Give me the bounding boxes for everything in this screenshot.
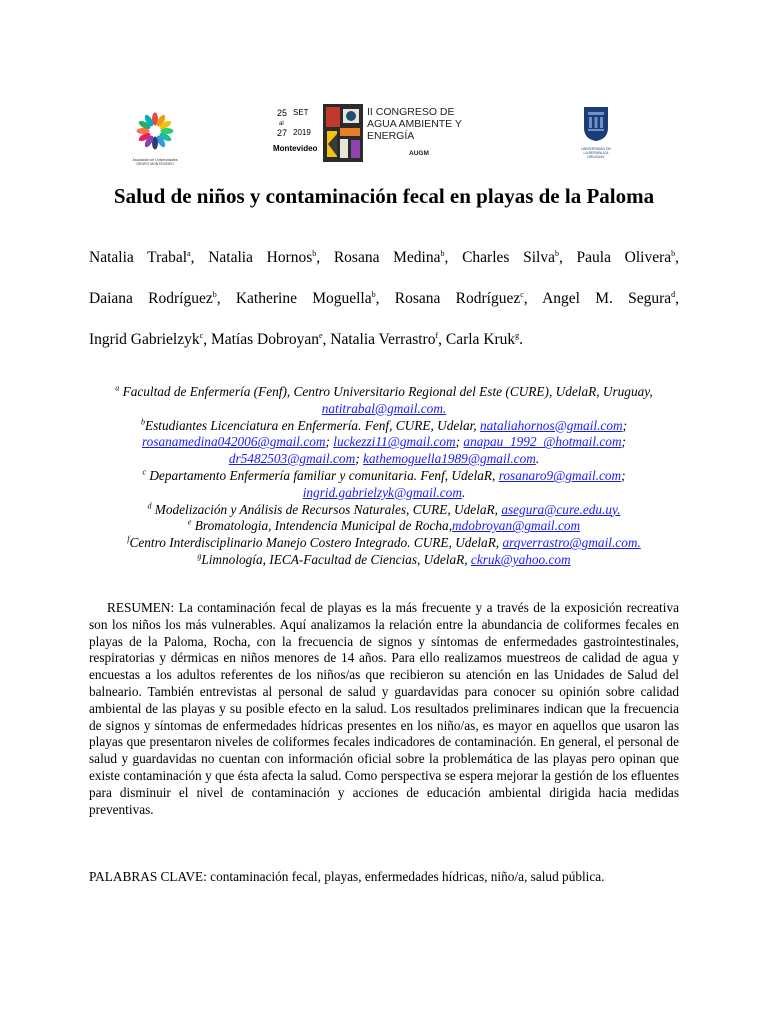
author-name: Rosana Medina: [333, 249, 441, 266]
affiliation-text: Facultad de Enfermería (Fenf), Centro Universitario Regional del Este (CURE), UdelaR, Uruguay,: [119, 384, 653, 399]
augm-logo-caption: Asociación de Universidades GRUPO MONTEVIDEO: [132, 158, 178, 166]
paper-title: Salud de niños y contaminación fecal en playas de la Paloma: [113, 184, 655, 208]
affiliation-text: Modelización y Análisis de Recursos Naturales, CURE, UdelaR,: [151, 501, 502, 517]
affiliation-text: Centro Interdisciplinario Manejo Costero Integrado. CURE, UdelaR,: [129, 535, 503, 551]
author-name: Paula Olivera: [576, 249, 672, 266]
affiliation-mark: f: [127, 534, 130, 544]
email-link[interactable]: rosanamedina042006@gmail.com: [142, 434, 326, 450]
header-logos: [0, 100, 768, 170]
affiliation-text: Estudiantes Licenciatura en Enfermería. Fenf, CURE, Udelar,: [144, 417, 480, 433]
university-crest-logo-icon: [583, 106, 609, 142]
email-link[interactable]: luckezzi11@gmail.com: [333, 434, 456, 450]
author-affiliation-mark: f: [435, 330, 439, 340]
author-affiliation-mark: d: [671, 289, 676, 299]
udelar-logo-caption: UNIVERSIDAD DE LA REPÚBLICA URUGUAY: [581, 147, 611, 159]
author-affiliation-mark: b: [312, 248, 317, 258]
author-affiliation-mark: c: [199, 330, 204, 340]
city: Montevideo: [273, 144, 318, 153]
author-name: Daiana Rodríguez: [89, 290, 213, 307]
author-name: Katherine Moguella: [235, 290, 372, 307]
email-link[interactable]: kathemoguella1989@gmail.com: [362, 451, 536, 467]
congress-dates: [273, 104, 321, 162]
author-name: Matías Dobroyan: [210, 331, 319, 348]
author-name: Natalia Hornos: [208, 249, 313, 266]
email-link[interactable]: rosanaro9@gmail.com: [498, 467, 622, 483]
author-affiliation-mark: b: [554, 248, 559, 258]
author-affiliation-mark: e: [318, 330, 323, 340]
congress-title: [367, 106, 477, 160]
affiliation-mark: a: [115, 383, 120, 393]
congress-title-text: II CONGRESO DE AGUA AMBIENTE Y ENERGÍA: [367, 106, 462, 142]
affiliation-mark: b: [140, 417, 145, 427]
email-link[interactable]: mdobroyan@gmail.com: [452, 518, 581, 534]
udelar-logo: [580, 106, 612, 162]
author-name: Rosana Rodríguez: [394, 290, 521, 307]
keywords: PALABRAS CLAVE: contaminación fecal, playas, enfermedades hídricas, niño/a, salud pública.: [89, 869, 605, 884]
author-name: Natalia Verrastro: [330, 331, 436, 348]
email-link[interactable]: asegura@cure.edu.uy.: [501, 501, 621, 517]
affiliation-mark: e: [187, 517, 192, 527]
affiliations: $^a$ Facultad de Enfermería (Fenf), Centro Universitario Regional del Este (CURE), UdelaR, Uruguay, natitrabal@gmail.com. $^b$Estudiantes Licenciatura en Enfermería. Fenf, CURE, Udelar, nataliahornos@gmail.com; rosanamedina042006@gmail.com; luckezzi11@gmail.com; anapau_1992_@hotmail.com; dr5482503@gmail.com; kathemoguella1989@gmail.com. $^c$ Departamento Enfermería familiar y comunitaria. Fenf, UdelaR, rosanaro9@gmail.com; ingrid.gabrielzyk@gmail.com. $^d$ Modelización y Análisis de Recursos Naturales, CURE, UdelaR, asegura@cure.edu.uy. $^e$ Bromatologia, Intendencia Municipal de Rocha,mdobroyan@gmail.com $^f$Centro Interdisciplinario Manejo Costero Integrado. CURE, UdelaR, arqverrastro@gmail.com. $^g$Limnología, IECA-Facultad de Ciencias, UdelaR, ckruk@yahoo.com: [115, 383, 653, 567]
email-link[interactable]: nataliahornos@gmail.com: [479, 417, 623, 433]
author-affiliation-mark: a: [187, 248, 191, 258]
abstract: RESUMEN: La contaminación fecal de playas es la más frecuente y a través de la exposición recreativa son los niños los más vulnerables. Aquí analizamos la relación entre la abundancia de coliformes fecales en playas de la Paloma, Rocha, con la frecuencia de signos y síntomas de enfermedades gastrointestinales, respiratorias y dérmicas en niños menores de 14 años. Para ello realizamos muestreos de calidad de agua y encuestas a los adultos referentes de los niños/as que recibieron su atención en las Unidades de Salud del balneario. También entrevistas al personal de salud y guardavidas para conocer su opinión sobre calidad ambiental de las playas y su posible efecto en la salud. Los resultados preliminares indican que la frecuencia de signos y síntomas de enfermedades hídricas presentes en los niño/as, es mayor en aquellos que usaron las playas que presentaron niveles de coliformes fecales indicadores de contaminación. En general, el personal de salud y guardavidas no cuentan con información oficial sobre la problemática de las playas pero opinan que existe contaminación y que ésta afecta la salud. Como perspectiva se espera mejorar la gestión de los efluentes para disminuir el nivel de contaminación y acciones de educación ambiental dirigida hacia medidas preventivas.: [89, 600, 679, 817]
affiliation-mark: d: [147, 501, 152, 511]
author-name: Angel M. Segura: [542, 290, 672, 307]
author-affiliation-mark: b: [212, 289, 217, 299]
author-name: Charles Silva: [462, 249, 555, 266]
affiliation-text: Bromatologia, Intendencia Municipal de Rocha,: [191, 518, 453, 534]
date-separator: al: [279, 121, 284, 127]
author-name: Natalia Trabal: [89, 249, 188, 266]
affiliation-mark: g: [197, 551, 202, 561]
author-line-2: Daiana Rodríguez$^b$, Katherine Moguella$^b$, Rosana Rodríguez$^c$, Angel M. Segura$^d$,: [89, 289, 680, 307]
author-affiliation-mark: g: [515, 330, 520, 340]
author-affiliation-mark: c: [520, 289, 524, 299]
multicolor-star-logo-icon: [134, 110, 176, 152]
author-affiliation-mark: b: [440, 248, 445, 258]
congress-banner: [273, 104, 473, 162]
author-line-1: Natalia Trabal$^a$, Natalia Hornos$^b$, Rosana Medina$^b$, Charles Silva$^b$, Paula Olivera$^b$,: [89, 248, 680, 266]
day-start: 25: [277, 108, 288, 118]
affiliation-mark: c: [142, 467, 146, 477]
email-link[interactable]: anapau_1992_@hotmail.com: [463, 434, 622, 450]
congress-org: AUGM: [409, 150, 429, 157]
year: 2019: [293, 128, 311, 137]
congress-artwork-icon: [323, 104, 363, 162]
author-affiliation-mark: b: [671, 248, 676, 258]
author-affiliation-mark: b: [371, 289, 376, 299]
email-link[interactable]: dr5482503@gmail.com: [228, 451, 356, 467]
email-link[interactable]: natitrabal@gmail.com.: [321, 400, 447, 416]
month: SET: [293, 108, 309, 117]
email-link[interactable]: arqverrastro@gmail.com.: [502, 535, 641, 551]
affiliation-text: Departamento Enfermería familiar y comunitaria. Fenf, UdelaR,: [146, 467, 499, 483]
email-link[interactable]: ingrid.gabrielzyk@gmail.com: [302, 484, 462, 500]
email-link[interactable]: ckruk@yahoo.com: [470, 551, 571, 567]
augm-logo: [130, 110, 180, 170]
day-end: 27: [277, 128, 288, 138]
affiliation-text: Limnología, IECA-Facultad de Ciencias, UdelaR,: [201, 551, 471, 567]
author-line-3: Ingrid Gabrielzyk$^c$, Matías Dobroyan$^e$, Natalia Verrastro$^f$, Carla Kruk$^g$.: [89, 330, 524, 348]
author-name: Carla Kruk: [445, 331, 516, 348]
author-name: Ingrid Gabrielzyk: [89, 331, 200, 348]
